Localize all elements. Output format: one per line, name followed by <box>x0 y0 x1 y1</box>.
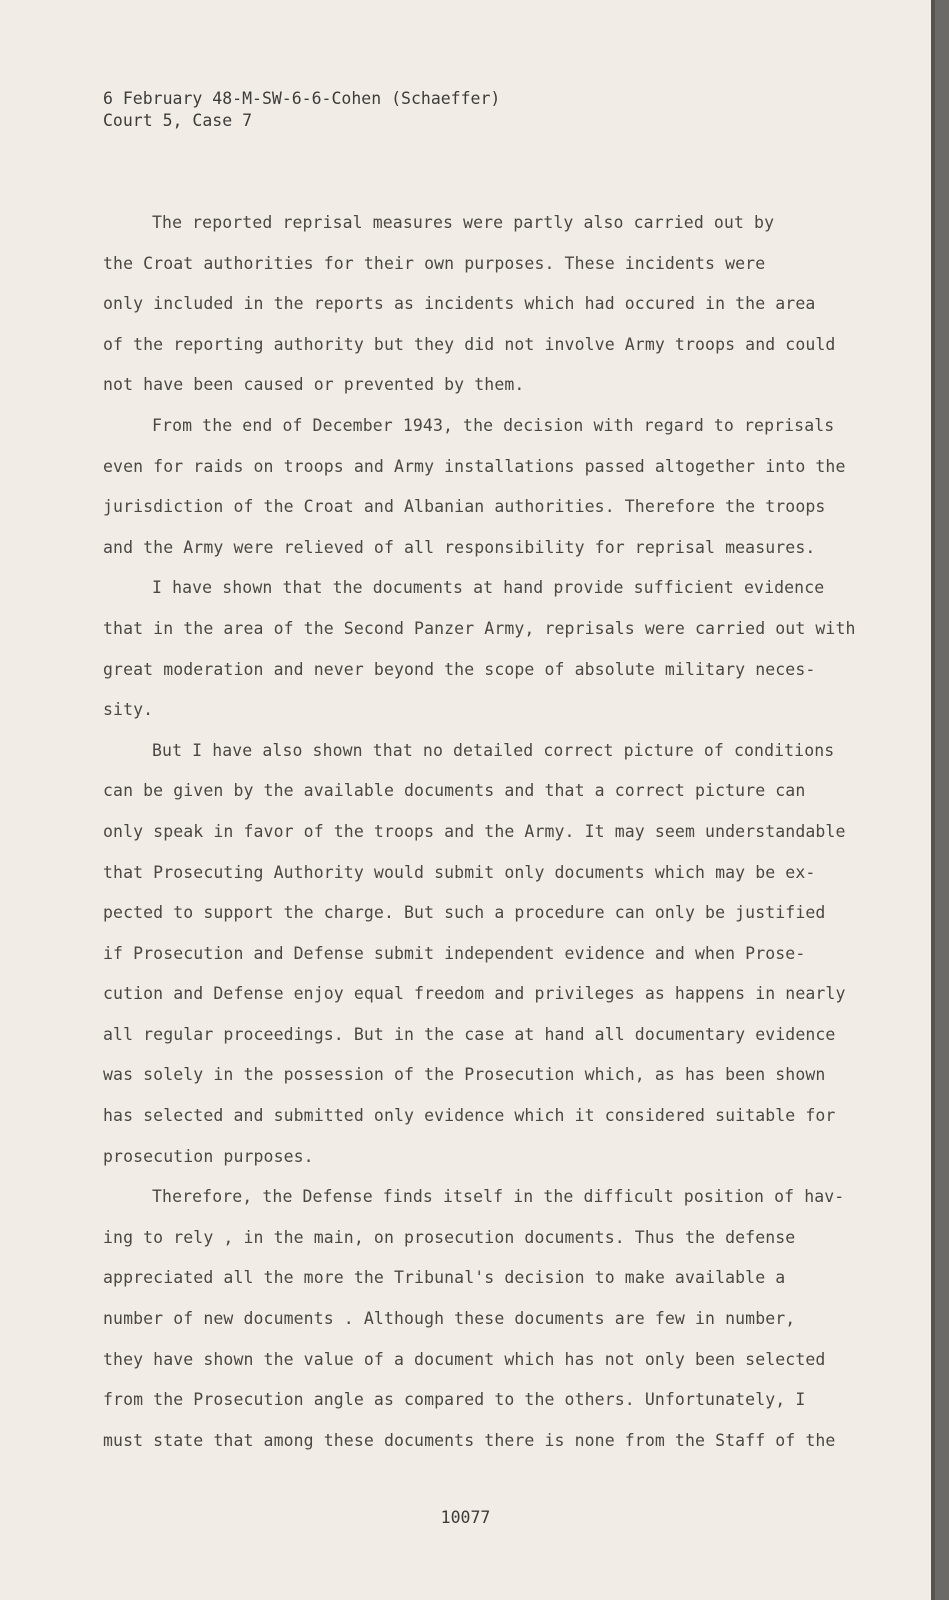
paragraph-5 <box>103 1177 873 1461</box>
text-line: number of new documents . Although these documents are few in number, <box>103 1309 796 1329</box>
page-number: 10077 <box>440 1508 491 1527</box>
text-line: appreciated all the more the Tribunal's decision to make available a <box>103 1268 786 1288</box>
text-line: only included in the reports as incidents which had occured in the area <box>103 294 816 314</box>
header-line-2: Court 5, Case 7 <box>103 111 253 130</box>
text-line: sity. <box>103 700 154 720</box>
text-line: they have shown the value of a document which has not only been selected <box>103 1349 826 1369</box>
text-line: if Prosecution and Defense submit independent evidence and when Prose- <box>103 943 806 963</box>
text-line: only speak in favor of the troops and the Army. It may seem understandable <box>103 821 846 841</box>
paragraph-2 <box>103 406 873 568</box>
paragraph-3 <box>103 568 873 730</box>
paragraph-1 <box>103 203 873 406</box>
header-line-1: 6 February 48-M-SW-6-6-Cohen (Schaeffer) <box>103 89 501 108</box>
text-line: Therefore, the Defense finds itself in the difficult position of hav- <box>152 1187 845 1207</box>
text-line: that in the area of the Second Panzer Army, reprisals were carried out with <box>103 618 856 638</box>
text-line: From the end of December 1943, the decision with regard to reprisals <box>152 415 835 435</box>
text-line: has selected and submitted only evidence which it considered suitable for <box>103 1106 836 1126</box>
text-line: must state that among these documents there is none from the Staff of the <box>103 1430 836 1450</box>
text-line: from the Prosecution angle as compared to the others. Unfortunately, I <box>103 1390 806 1410</box>
text-line: pected to support the charge. But such a procedure can only be justified <box>103 903 826 923</box>
text-line: jurisdiction of the Croat and Albanian authorities. Therefore the troops <box>103 497 826 517</box>
document-body <box>103 203 873 1461</box>
paragraph-4 <box>103 731 873 1178</box>
text-line: not have been caused or prevented by them. <box>103 375 525 395</box>
text-line: and the Army were relieved of all responsibility for reprisal measures. <box>103 537 816 557</box>
document-header <box>103 88 500 132</box>
text-line: even for raids on troops and Army installations passed altogether into the <box>103 456 846 476</box>
text-line: of the reporting authority but they did not involve Army troops and could <box>103 334 836 354</box>
text-line: that Prosecuting Authority would submit only documents which may be ex- <box>103 862 816 882</box>
text-line: ing to rely , in the main, on prosecution documents. Thus the defense <box>103 1227 796 1247</box>
text-line: the Croat authorities for their own purposes. These incidents were <box>103 253 766 273</box>
text-line: I have shown that the documents at hand provide sufficient evidence <box>152 578 825 598</box>
text-line: The reported reprisal measures were partly also carried out by <box>152 213 775 232</box>
text-line: prosecution purposes. <box>103 1146 314 1166</box>
text-line: great moderation and never beyond the scope of absolute military neces- <box>103 659 816 679</box>
text-line: cution and Defense enjoy equal freedom and privileges as happens in nearly <box>103 984 846 1004</box>
text-line: was solely in the possession of the Prosecution which, as has been shown <box>103 1065 826 1085</box>
text-line: all regular proceedings. But in the case at hand all documentary evidence <box>103 1024 836 1044</box>
text-line: But I have also shown that no detailed correct picture of conditions <box>152 740 835 760</box>
text-line: can be given by the available documents and that a correct picture can <box>103 781 806 801</box>
